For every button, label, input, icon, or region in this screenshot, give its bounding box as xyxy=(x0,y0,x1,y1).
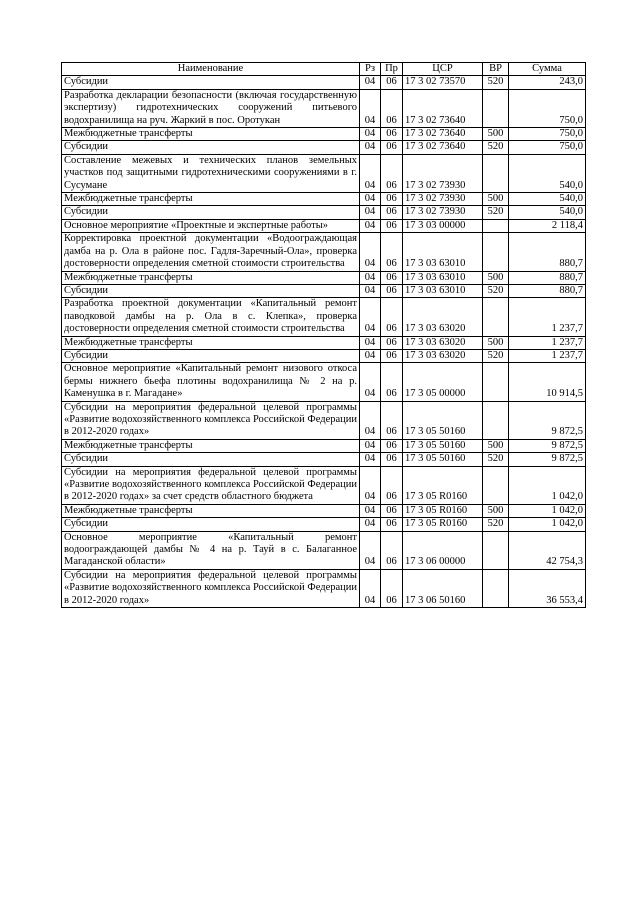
cell-vr: 520 xyxy=(483,76,509,89)
cell-pr: 06 xyxy=(381,206,403,219)
table-row xyxy=(62,401,586,439)
cell-rz: 04 xyxy=(360,154,381,192)
table-row xyxy=(62,154,586,192)
cell-pr: 06 xyxy=(381,569,403,607)
cell-name: Межбюджетные трансферты xyxy=(62,504,360,517)
table-row xyxy=(62,76,586,89)
table-row xyxy=(62,518,586,531)
cell-rz: 04 xyxy=(360,141,381,154)
cell-pr: 06 xyxy=(381,271,403,284)
cell-vr: 500 xyxy=(483,504,509,517)
cell-csr: 17 3 02 73570 xyxy=(403,76,483,89)
cell-name: Субсидии xyxy=(62,76,360,89)
cell-csr: 17 3 05 R0160 xyxy=(403,518,483,531)
cell-csr: 17 3 02 73930 xyxy=(403,206,483,219)
cell-name: Корректировка проектной документации «Водоограждающая дамба на р. Ола в районе пос. Гадля-Заречный-Ола», проверка достоверности определения сметной стоимости строительства xyxy=(62,233,360,271)
cell-name: Межбюджетные трансферты xyxy=(62,271,360,284)
table-header-row xyxy=(62,63,586,76)
cell-sum: 1 237,7 xyxy=(509,298,586,336)
cell-rz: 04 xyxy=(360,363,381,401)
cell-csr: 17 3 03 63020 xyxy=(403,298,483,336)
cell-sum: 9 872,5 xyxy=(509,453,586,466)
cell-vr: 520 xyxy=(483,453,509,466)
cell-pr: 06 xyxy=(381,154,403,192)
cell-sum: 540,0 xyxy=(509,206,586,219)
cell-rz: 04 xyxy=(360,401,381,439)
header-vr: ВР xyxy=(483,63,509,76)
cell-pr: 06 xyxy=(381,401,403,439)
cell-rz: 04 xyxy=(360,569,381,607)
cell-pr: 06 xyxy=(381,518,403,531)
cell-name: Субсидии xyxy=(62,206,360,219)
table-row xyxy=(62,141,586,154)
cell-pr: 06 xyxy=(381,284,403,297)
cell-name: Субсидии xyxy=(62,284,360,297)
table-row xyxy=(62,233,586,271)
cell-sum: 1 042,0 xyxy=(509,504,586,517)
cell-rz: 04 xyxy=(360,284,381,297)
cell-csr: 17 3 05 50160 xyxy=(403,453,483,466)
cell-name: Основное мероприятие «Капитальный ремонт водоограждающей дамбы № 4 на р. Тауй в с. Балаганное Магаданской области» xyxy=(62,531,360,569)
cell-csr: 17 3 03 63010 xyxy=(403,284,483,297)
cell-pr: 06 xyxy=(381,76,403,89)
table-row xyxy=(62,453,586,466)
cell-csr: 17 3 05 00000 xyxy=(403,363,483,401)
cell-csr: 17 3 03 63020 xyxy=(403,349,483,362)
cell-vr xyxy=(483,363,509,401)
table-row xyxy=(62,466,586,504)
cell-sum: 1 042,0 xyxy=(509,466,586,504)
table-row xyxy=(62,569,586,607)
table-row xyxy=(62,363,586,401)
cell-sum: 10 914,5 xyxy=(509,363,586,401)
cell-csr: 17 3 02 73930 xyxy=(403,193,483,206)
cell-name: Составление межевых и технических планов земельных участков под защитными гидротехническими сооружениями в г. Сусумане xyxy=(62,154,360,192)
cell-rz: 04 xyxy=(360,336,381,349)
cell-csr: 17 3 05 50160 xyxy=(403,401,483,439)
cell-sum: 540,0 xyxy=(509,154,586,192)
cell-sum: 750,0 xyxy=(509,128,586,141)
cell-csr: 17 3 05 R0160 xyxy=(403,504,483,517)
cell-pr: 06 xyxy=(381,349,403,362)
cell-csr: 17 3 02 73640 xyxy=(403,89,483,127)
cell-sum: 540,0 xyxy=(509,193,586,206)
cell-name: Субсидии xyxy=(62,518,360,531)
cell-name: Разработка декларации безопасности (включая государственную экспертизу) гидротехнических сооружений питьевого водохранилища на руч. Жаркий в пос. Оротукан xyxy=(62,89,360,127)
cell-vr: 520 xyxy=(483,284,509,297)
table-row xyxy=(62,504,586,517)
cell-pr: 06 xyxy=(381,336,403,349)
cell-name: Основное мероприятие «Капитальный ремонт низового откоса бермы нижнего бьефа плотины водохранилища № 2 на р. Каменушка в г. Магадане» xyxy=(62,363,360,401)
cell-csr: 17 3 03 63020 xyxy=(403,336,483,349)
cell-pr: 06 xyxy=(381,193,403,206)
cell-vr xyxy=(483,298,509,336)
cell-sum: 880,7 xyxy=(509,271,586,284)
cell-rz: 04 xyxy=(360,271,381,284)
cell-pr: 06 xyxy=(381,298,403,336)
cell-vr: 500 xyxy=(483,271,509,284)
cell-rz: 04 xyxy=(360,193,381,206)
cell-vr xyxy=(483,233,509,271)
cell-name: Разработка проектной документации «Капитальный ремонт паводковой дамбы на р. Ола в с. Клепка», проверка достоверности определения сметной стоимости строительства xyxy=(62,298,360,336)
cell-rz: 04 xyxy=(360,439,381,452)
cell-vr xyxy=(483,154,509,192)
cell-rz: 04 xyxy=(360,298,381,336)
cell-vr: 500 xyxy=(483,336,509,349)
table-row xyxy=(62,349,586,362)
cell-csr: 17 3 05 R0160 xyxy=(403,466,483,504)
cell-sum: 880,7 xyxy=(509,233,586,271)
cell-csr: 17 3 03 63010 xyxy=(403,233,483,271)
cell-csr: 17 3 05 50160 xyxy=(403,439,483,452)
cell-rz: 04 xyxy=(360,76,381,89)
cell-sum: 880,7 xyxy=(509,284,586,297)
header-sum: Сумма xyxy=(509,63,586,76)
cell-csr: 17 3 02 73640 xyxy=(403,141,483,154)
cell-sum: 1 237,7 xyxy=(509,336,586,349)
cell-sum: 750,0 xyxy=(509,141,586,154)
cell-pr: 06 xyxy=(381,531,403,569)
cell-vr xyxy=(483,219,509,232)
cell-pr: 06 xyxy=(381,128,403,141)
cell-pr: 06 xyxy=(381,504,403,517)
cell-sum: 2 118,4 xyxy=(509,219,586,232)
cell-vr xyxy=(483,89,509,127)
cell-rz: 04 xyxy=(360,453,381,466)
table-row xyxy=(62,336,586,349)
header-name: Наименование xyxy=(62,63,360,76)
cell-csr: 17 3 06 50160 xyxy=(403,569,483,607)
cell-name: Субсидии на мероприятия федеральной целевой программы «Развитие водохозяйственного комплекса Российской Федерации в 2012-2020 годах» за счет средств областного бюджета xyxy=(62,466,360,504)
table-row xyxy=(62,298,586,336)
table-body xyxy=(62,76,586,608)
header-pr: Пр xyxy=(381,63,403,76)
cell-vr: 520 xyxy=(483,518,509,531)
cell-pr: 06 xyxy=(381,466,403,504)
cell-rz: 04 xyxy=(360,89,381,127)
cell-vr: 500 xyxy=(483,193,509,206)
cell-pr: 06 xyxy=(381,141,403,154)
cell-sum: 750,0 xyxy=(509,89,586,127)
cell-name: Межбюджетные трансферты xyxy=(62,128,360,141)
cell-vr xyxy=(483,466,509,504)
cell-vr: 520 xyxy=(483,141,509,154)
cell-vr: 500 xyxy=(483,128,509,141)
cell-pr: 06 xyxy=(381,453,403,466)
cell-name: Межбюджетные трансферты xyxy=(62,336,360,349)
table-row xyxy=(62,128,586,141)
cell-rz: 04 xyxy=(360,233,381,271)
cell-csr: 17 3 02 73930 xyxy=(403,154,483,192)
cell-rz: 04 xyxy=(360,531,381,569)
cell-pr: 06 xyxy=(381,219,403,232)
cell-name: Межбюджетные трансферты xyxy=(62,439,360,452)
cell-rz: 04 xyxy=(360,206,381,219)
cell-csr: 17 3 06 00000 xyxy=(403,531,483,569)
cell-sum: 1 042,0 xyxy=(509,518,586,531)
cell-pr: 06 xyxy=(381,89,403,127)
cell-vr xyxy=(483,531,509,569)
table-row xyxy=(62,89,586,127)
cell-pr: 06 xyxy=(381,233,403,271)
cell-csr: 17 3 03 63010 xyxy=(403,271,483,284)
table-row xyxy=(62,439,586,452)
cell-sum: 9 872,5 xyxy=(509,439,586,452)
cell-csr: 17 3 02 73640 xyxy=(403,128,483,141)
table-row xyxy=(62,531,586,569)
cell-rz: 04 xyxy=(360,504,381,517)
cell-pr: 06 xyxy=(381,363,403,401)
table-row xyxy=(62,271,586,284)
cell-vr: 520 xyxy=(483,206,509,219)
cell-vr: 520 xyxy=(483,349,509,362)
table-row xyxy=(62,284,586,297)
table-row xyxy=(62,206,586,219)
cell-name: Субсидии на мероприятия федеральной целевой программы «Развитие водохозяйственного комплекса Российской Федерации в 2012-2020 годах» xyxy=(62,569,360,607)
budget-table xyxy=(61,62,586,608)
cell-sum: 36 553,4 xyxy=(509,569,586,607)
cell-csr: 17 3 03 00000 xyxy=(403,219,483,232)
cell-name: Субсидии xyxy=(62,141,360,154)
cell-rz: 04 xyxy=(360,349,381,362)
cell-name: Субсидии на мероприятия федеральной целевой программы «Развитие водохозяйственного комплекса Российской Федерации в 2012-2020 годах» xyxy=(62,401,360,439)
header-rz: Рз xyxy=(360,63,381,76)
cell-sum: 1 237,7 xyxy=(509,349,586,362)
header-csr: ЦСР xyxy=(403,63,483,76)
cell-rz: 04 xyxy=(360,518,381,531)
cell-pr: 06 xyxy=(381,439,403,452)
cell-sum: 42 754,3 xyxy=(509,531,586,569)
cell-name: Основное мероприятие «Проектные и экспертные работы» xyxy=(62,219,360,232)
cell-vr xyxy=(483,401,509,439)
cell-vr: 500 xyxy=(483,439,509,452)
cell-name: Субсидии xyxy=(62,453,360,466)
cell-name: Субсидии xyxy=(62,349,360,362)
cell-rz: 04 xyxy=(360,466,381,504)
cell-rz: 04 xyxy=(360,128,381,141)
cell-vr xyxy=(483,569,509,607)
cell-sum: 243,0 xyxy=(509,76,586,89)
cell-name: Межбюджетные трансферты xyxy=(62,193,360,206)
cell-rz: 04 xyxy=(360,219,381,232)
table-row xyxy=(62,219,586,232)
table-row xyxy=(62,193,586,206)
cell-sum: 9 872,5 xyxy=(509,401,586,439)
